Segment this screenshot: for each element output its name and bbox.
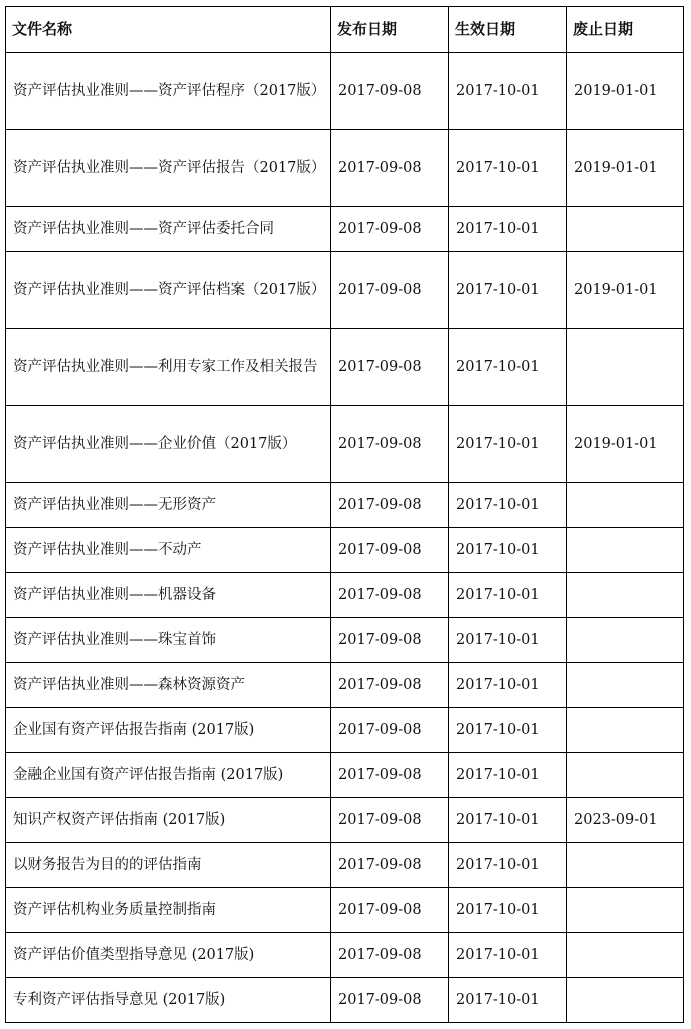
file-name-cell: 资产评估执业准则——无形资产 (6, 483, 331, 528)
repealed-date-cell (567, 933, 684, 978)
table-row (6, 483, 684, 528)
table-row (6, 207, 684, 252)
effective-date-cell: 2017-10-01 (449, 798, 567, 843)
effective-date-cell: 2017-10-01 (449, 252, 567, 329)
file-name-cell: 资产评估机构业务质量控制指南 (6, 888, 331, 933)
repealed-date-cell (567, 483, 684, 528)
effective-date-cell: 2017-10-01 (449, 483, 567, 528)
issued-date-cell: 2017-09-08 (331, 207, 449, 252)
issued-date-cell: 2017-09-08 (331, 753, 449, 798)
repealed-date-cell (567, 708, 684, 753)
effective-date-cell: 2017-10-01 (449, 528, 567, 573)
effective-date-cell: 2017-10-01 (449, 618, 567, 663)
repealed-date-cell (567, 207, 684, 252)
file-name-cell: 资产评估执业准则——企业价值（2017版） (6, 406, 331, 483)
table-row (6, 978, 684, 1023)
header-effective-date: 生效日期 (449, 7, 567, 53)
effective-date-cell: 2017-10-01 (449, 933, 567, 978)
issued-date-cell: 2017-09-08 (331, 933, 449, 978)
issued-date-cell: 2017-09-08 (331, 708, 449, 753)
table-row (6, 329, 684, 406)
effective-date-cell: 2017-10-01 (449, 207, 567, 252)
table-row (6, 708, 684, 753)
effective-date-cell: 2017-10-01 (449, 753, 567, 798)
effective-date-cell: 2017-10-01 (449, 406, 567, 483)
repealed-date-cell (567, 753, 684, 798)
file-name-cell: 以财务报告为目的的评估指南 (6, 843, 331, 888)
repealed-date-cell (567, 978, 684, 1023)
repealed-date-cell: 2023-09-01 (567, 798, 684, 843)
issued-date-cell: 2017-09-08 (331, 528, 449, 573)
file-name-cell: 资产评估执业准则——珠宝首饰 (6, 618, 331, 663)
file-name-cell: 金融企业国有资产评估报告指南 (2017版) (6, 753, 331, 798)
issued-date-cell: 2017-09-08 (331, 888, 449, 933)
file-name-cell: 资产评估执业准则——资产评估委托合同 (6, 207, 331, 252)
table-row (6, 618, 684, 663)
file-name-cell: 企业国有资产评估报告指南 (2017版) (6, 708, 331, 753)
file-name-cell: 资产评估执业准则——资产评估档案（2017版） (6, 252, 331, 329)
table-row (6, 252, 684, 329)
file-name-cell: 专利资产评估指导意见 (2017版) (6, 978, 331, 1023)
effective-date-cell: 2017-10-01 (449, 53, 567, 130)
header-file-name: 文件名称 (6, 7, 331, 53)
table-row (6, 663, 684, 708)
issued-date-cell: 2017-09-08 (331, 252, 449, 329)
repealed-date-cell (567, 843, 684, 888)
issued-date-cell: 2017-09-08 (331, 843, 449, 888)
file-name-cell: 资产评估执业准则——不动产 (6, 528, 331, 573)
table-row (6, 798, 684, 843)
issued-date-cell: 2017-09-08 (331, 573, 449, 618)
issued-date-cell: 2017-09-08 (331, 663, 449, 708)
file-name-cell: 资产评估执业准则——森林资源资产 (6, 663, 331, 708)
effective-date-cell: 2017-10-01 (449, 708, 567, 753)
table-row (6, 528, 684, 573)
table-header-row (6, 7, 684, 53)
table-row (6, 53, 684, 130)
regulation-table (5, 6, 684, 1023)
issued-date-cell: 2017-09-08 (331, 130, 449, 207)
effective-date-cell: 2017-10-01 (449, 978, 567, 1023)
header-issued-date: 发布日期 (331, 7, 449, 53)
table-row (6, 130, 684, 207)
table-row (6, 753, 684, 798)
file-name-cell: 资产评估执业准则——机器设备 (6, 573, 331, 618)
file-name-cell: 知识产权资产评估指南 (2017版) (6, 798, 331, 843)
table-row (6, 933, 684, 978)
repealed-date-cell: 2019-01-01 (567, 252, 684, 329)
effective-date-cell: 2017-10-01 (449, 130, 567, 207)
header-repealed-date: 废止日期 (567, 7, 684, 53)
repealed-date-cell: 2019-01-01 (567, 53, 684, 130)
repealed-date-cell (567, 618, 684, 663)
issued-date-cell: 2017-09-08 (331, 483, 449, 528)
repealed-date-cell (567, 573, 684, 618)
repealed-date-cell (567, 528, 684, 573)
issued-date-cell: 2017-09-08 (331, 329, 449, 406)
repealed-date-cell: 2019-01-01 (567, 406, 684, 483)
issued-date-cell: 2017-09-08 (331, 618, 449, 663)
issued-date-cell: 2017-09-08 (331, 406, 449, 483)
repealed-date-cell: 2019-01-01 (567, 130, 684, 207)
table-row (6, 888, 684, 933)
repealed-date-cell (567, 329, 684, 406)
table-row (6, 843, 684, 888)
effective-date-cell: 2017-10-01 (449, 843, 567, 888)
repealed-date-cell (567, 888, 684, 933)
file-name-cell: 资产评估执业准则——资产评估报告（2017版） (6, 130, 331, 207)
table-row (6, 406, 684, 483)
repealed-date-cell (567, 663, 684, 708)
effective-date-cell: 2017-10-01 (449, 573, 567, 618)
file-name-cell: 资产评估价值类型指导意见 (2017版) (6, 933, 331, 978)
effective-date-cell: 2017-10-01 (449, 888, 567, 933)
effective-date-cell: 2017-10-01 (449, 329, 567, 406)
issued-date-cell: 2017-09-08 (331, 978, 449, 1023)
table-row (6, 573, 684, 618)
file-name-cell: 资产评估执业准则——资产评估程序（2017版） (6, 53, 331, 130)
file-name-cell: 资产评估执业准则——利用专家工作及相关报告 (6, 329, 331, 406)
effective-date-cell: 2017-10-01 (449, 663, 567, 708)
issued-date-cell: 2017-09-08 (331, 798, 449, 843)
issued-date-cell: 2017-09-08 (331, 53, 449, 130)
